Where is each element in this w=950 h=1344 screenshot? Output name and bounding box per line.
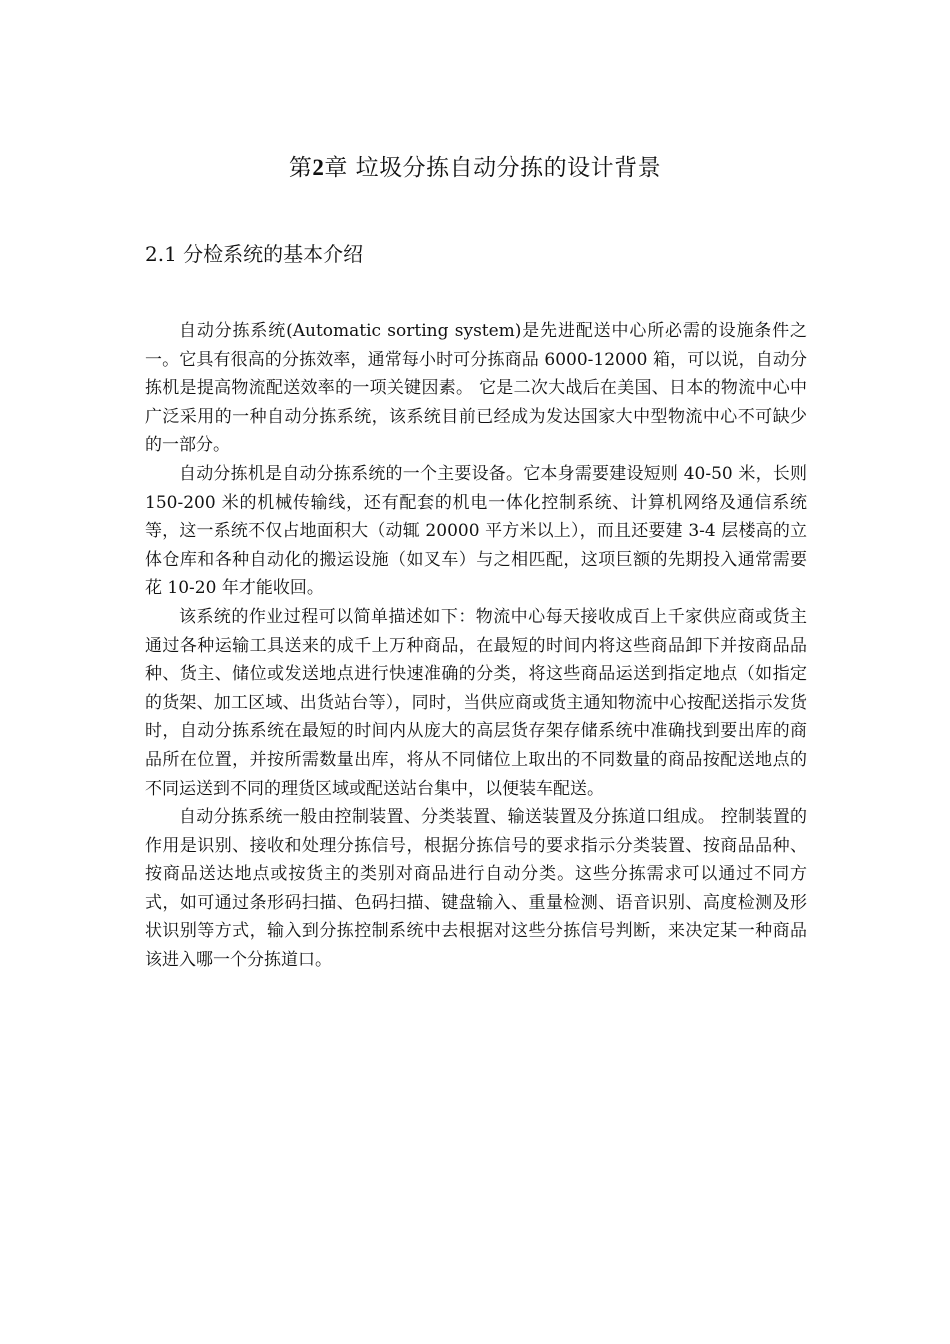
- chapter-name: 章 垃圾分拣自动分拣的设计背景: [324, 155, 662, 181]
- paragraph: 该系统的作业过程可以简单描述如下：物流中心每天接收成百上千家供应商或货主通过各种运输工具送来的成千上万种商品，在最短的时间内将这些商品卸下并按商品品种、货主、储位或发送地点进行快速准确的分类，将这些商品运送到指定地点（如指定的货架、加工区域、出货站台等），同时，当供应商或货主通知物流中心按配送指示发货时，自动分拣系统在最短的时间内从庞大的高层货存架存储系统中准确找到要出库的商品所在位置，并按所需数量出库，将从不同储位上取出的不同数量的商品按配送地点的不同运送到不同的理货区域或配送站台集中，以便装车配送。: [145, 606, 807, 799]
- paragraph: 自动分拣系统(Automatic sorting system)是先进配送中心所必需的设施条件之一。它具有很高的分拣效率，通常每小时可分拣商品 6000-12000 箱，可以说，自动分拣机是提高物流配送效率的一项关键因素。 它是二次大战后在美国、日本的物流中心中广泛采用的一种自动分拣系统，该系统目前已经成为发达国家大中型物流中心不可缺少的一部分。: [145, 321, 807, 456]
- chapter-number: 2: [312, 155, 325, 180]
- section-heading: 2.1 分检系统的基本介绍: [145, 242, 364, 266]
- body-text: [145, 317, 807, 975]
- chapter-title: [0, 152, 950, 184]
- paragraph: 自动分拣系统一般由控制装置、分类装置、输送装置及分拣道口组成。 控制装置的作用是识别、接收和处理分拣信号，根据分拣信号的要求指示分类装置、按商品品种、按商品送达地点或按货主的类别对商品进行自动分类。这些分拣需求可以通过不同方式，如可通过条形码扫描、色码扫描、键盘输入、重量检测、语音识别、高度检测及形状识别等方式，输入到分拣控制系统中去根据对这些分拣信号判断，来决定某一种商品该进入哪一个分拣道口。: [145, 807, 807, 971]
- chapter-prefix: 第: [288, 155, 313, 181]
- paragraph: 自动分拣机是自动分拣系统的一个主要设备。它本身需要建设短则 40-50 米，长则 150-200 米的机械传输线，还有配套的机电一体化控制系统、计算机网络及通信系统等，这一系统不仅占地面积大（动辄 20000 平方米以上），而且还要建 3-4 层楼高的立体仓库和各种自动化的搬运设施（如叉车）与之相匹配，这项巨额的先期投入通常需要花 10-20 年才能收回。: [145, 463, 807, 599]
